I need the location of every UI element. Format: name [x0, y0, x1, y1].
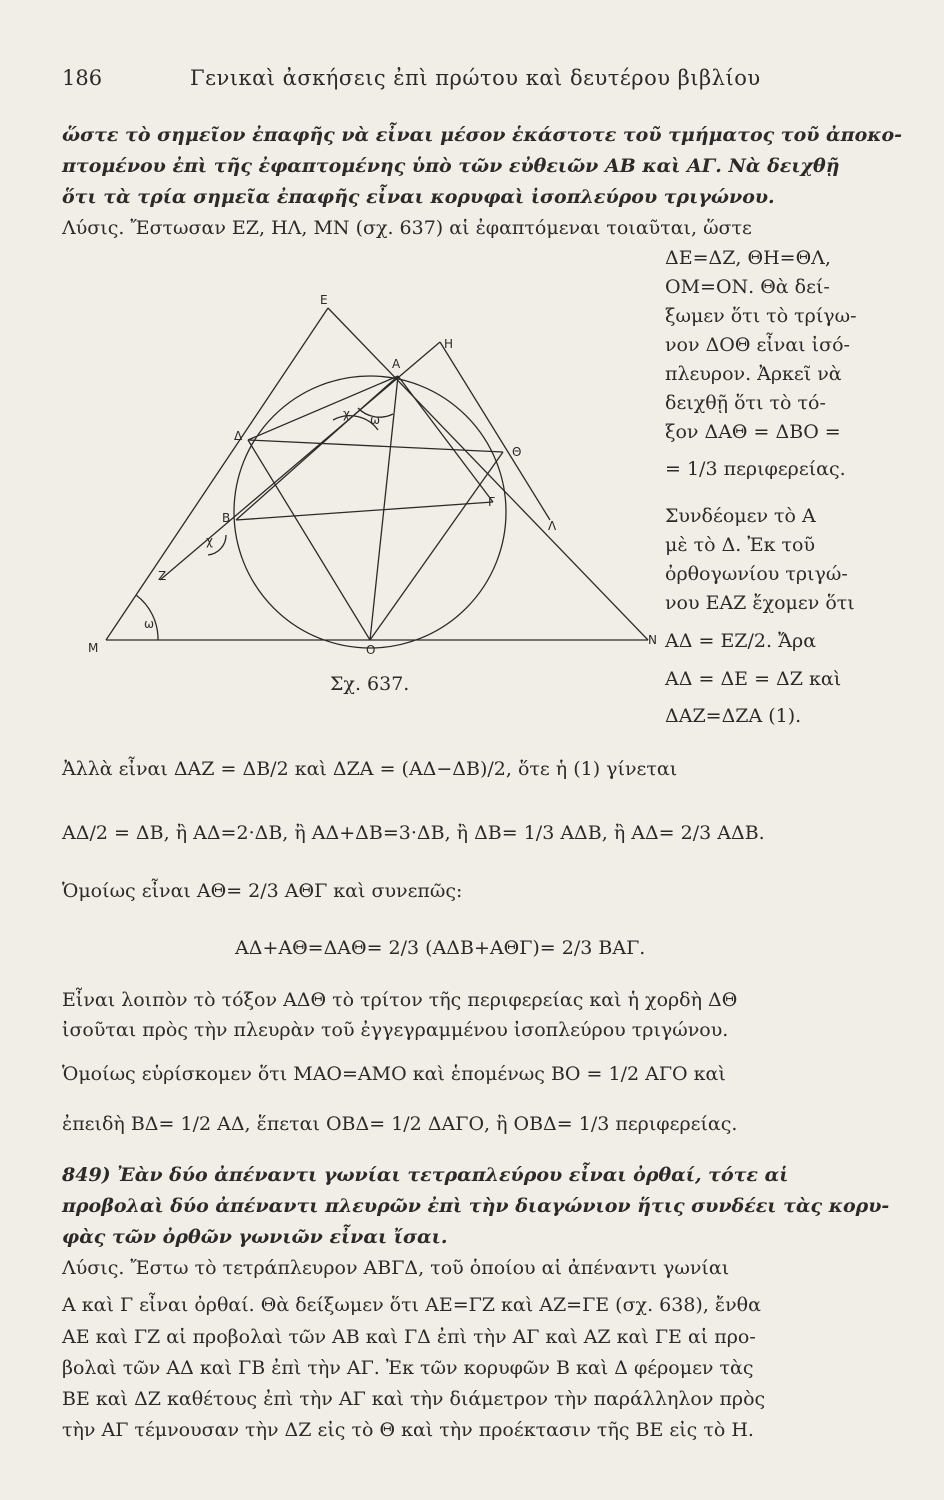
- math-line-8: ἐπειδὴ ΒΔ= 1/2 ΑΔ, ἕπεται ΟΒΔ= 1/2 ΔΑΓΟ, ἢ ΟΒΔ= 1/3 περιφερείας.: [62, 1113, 738, 1135]
- label-B: Β: [222, 511, 231, 525]
- label-omega-M: ω: [144, 617, 155, 631]
- line-ME: [106, 308, 328, 640]
- math-line-5: Εἶναι λοιπὸν τὸ τόξον ΑΔΘ τὸ τρίτον τῆς περιφερείας καὶ ἡ χορδὴ ΔΘ: [62, 989, 738, 1011]
- side-text-3: ξωμεν ὅτι τὸ τρίγω-: [665, 305, 857, 327]
- figure-caption: Σχ. 637.: [330, 673, 410, 695]
- problem-849-solution-6: τὴν ΑΓ τέμνουσαν τὴν ΔΖ εἰς τὸ Θ καὶ τὴν προέκτασιν τῆς ΒΕ εἰς τὸ Η.: [62, 1419, 754, 1441]
- side-text-14: ΑΔ = ΔΕ = ΔΖ καὶ: [665, 668, 842, 690]
- label-A: Α: [392, 357, 401, 371]
- geometry-figure: [88, 290, 658, 670]
- label-omega-A: ω: [370, 413, 381, 427]
- side-text-11: ὀρθογωνίου τριγώ-: [665, 563, 848, 585]
- side-text-15: ΔΑΖ=ΔΖΑ (1).: [665, 705, 802, 727]
- side-text-2: ΟΜ=ΟΝ. Θὰ δεί-: [665, 276, 830, 298]
- side-text-5: πλευρον. Ἀρκεῖ νὰ: [665, 363, 842, 385]
- side-text-9: Συνδέομεν τὸ Α: [665, 505, 816, 527]
- label-Z: Ζ: [158, 569, 167, 583]
- label-chi-B: χ: [206, 534, 213, 548]
- text-line-3: ὅτι τὰ τρία σημεῖα ἐπαφῆς εἶναι κορυφαὶ ἰσοπλεύρου τριγώνου.: [62, 186, 775, 208]
- math-line-3: Ὁμοίως εἶναι ΑΘ= 2/3 ΑΘΓ καὶ συνεπῶς:: [62, 880, 463, 902]
- text-line-2: πτομένου ἐπὶ τῆς ἐφαπτομένης ὑπὸ τῶν εὐθειῶν ΑΒ καὶ ΑΓ. Νὰ δειχθῇ: [62, 155, 840, 177]
- math-line-1: Ἀλλὰ εἶναι ΔΑΖ = ΔΒ/2 καὶ ΔΖΑ = (ΑΔ−ΔΒ)/2, ὅτε ἡ (1) γίνεται: [62, 758, 678, 780]
- problem-849-solution-3: ΑΕ καὶ ΓΖ αἱ προβολαὶ τῶν ΑΒ καὶ ΓΔ ἐπὶ τὴν ΑΓ καὶ ΑΖ καὶ ΓΕ αἱ προ-: [62, 1326, 756, 1348]
- side-text-7: ξον ΔΑΘ = ΔΒΟ =: [665, 421, 841, 443]
- line-HL: [440, 342, 550, 520]
- side-text-12: νου ΕΑΖ ἔχομεν ὅτι: [665, 592, 855, 614]
- chord-AG: [398, 376, 493, 502]
- side-text-6: δειχθῇ ὅτι τὸ τό-: [665, 392, 826, 414]
- label-H: Η: [444, 337, 454, 351]
- chord-DTh: [248, 440, 503, 452]
- problem-849-solution-2: Α καὶ Γ εἶναι ὀρθαί. Θὰ δείξωμεν ὅτι ΑΕ=ΓΖ καὶ ΑΖ=ΓΕ (σχ. 638), ἔνθα: [62, 1294, 761, 1316]
- chord-AB: [236, 376, 398, 520]
- label-E: Ε: [320, 293, 328, 307]
- chord-AD: [248, 376, 398, 440]
- math-line-4: ΑΔ+ΑΘ=ΔΑΘ= 2/3 (ΑΔΒ+ΑΘΓ)= 2/3 ΒΑΓ.: [235, 937, 646, 959]
- label-O: Ο: [366, 643, 376, 657]
- label-Th: Θ: [512, 445, 522, 459]
- label-N: Ν: [648, 633, 657, 647]
- problem-849-solution-5: ΒΕ καὶ ΔΖ καθέτους ἐπὶ τὴν ΑΓ καὶ τὴν διάμετρον τὴν παράλληλον πρὸς: [62, 1388, 766, 1410]
- label-G: Γ: [488, 495, 495, 509]
- math-line-6: ἰσοῦται πρὸς τὴν πλευρὰν τοῦ ἐγγεγραμμένου ἰσοπλεύρου τριγώνου.: [62, 1019, 729, 1041]
- side-text-13: ΑΔ = ΕΖ/2. Ἄρα: [665, 630, 817, 652]
- math-line-2: ΑΔ/2 = ΔΒ, ἢ ΑΔ=2·ΔΒ, ἢ ΑΔ+ΔΒ=3·ΔΒ, ἢ ΔΒ= 1/3 ΑΔΒ, ἢ ΑΔ= 2/3 ΑΔΒ.: [62, 822, 765, 844]
- page-header: [0, 66, 944, 100]
- math-line-7: Ὁμοίως εὑρίσκομεν ὅτι ΜΑΟ=ΑΜΟ καὶ ἑπομένως ΒΟ = 1/2 ΑΓΟ καὶ: [62, 1063, 726, 1085]
- label-D: Δ: [234, 429, 243, 443]
- chord-BG: [236, 502, 493, 520]
- side-text-10: μὲ τὸ Δ. Ἐκ τοῦ: [665, 534, 815, 556]
- side-text-1: ΔΕ=ΔΖ, ΘΗ=ΘΛ,: [665, 247, 831, 269]
- figure-637: [88, 290, 658, 674]
- chord-DO: [248, 440, 370, 640]
- label-L: Λ: [548, 519, 557, 533]
- page-number: 186: [62, 66, 103, 90]
- side-text-4: νον ΔΟΘ εἶναι ἰσό-: [665, 334, 850, 356]
- solution-start: Λύσις. Ἔστωσαν ΕΖ, ΗΛ, ΜΝ (σχ. 637) αἱ ἐφαπτόμεναι τοιαῦται, ὥστε: [62, 217, 752, 239]
- problem-849-line-1: 849) Ἐὰν δύο ἀπέναντι γωνίαι τετραπλεύρου εἶναι ὀρθαί, τότε αἱ: [62, 1164, 789, 1186]
- label-chi-A: χ: [343, 407, 350, 421]
- problem-849-solution-4: βολαὶ τῶν ΑΔ καὶ ΓΒ ἐπὶ τὴν ΑΓ. Ἐκ τῶν κορυφῶν Β καὶ Δ φέρομεν τὰς: [62, 1357, 754, 1379]
- side-text-8: = 1/3 περιφερείας.: [665, 458, 846, 480]
- running-title: Γενικαὶ ἀσκήσεις ἐπὶ πρώτου καὶ δευτέρου βιβλίου: [190, 66, 761, 90]
- label-M: Μ: [88, 641, 99, 655]
- text-line-1: ὥστε τὸ σημεῖον ἐπαφῆς νὰ εἶναι μέσον ἑκάστοτε τοῦ τμήματος τοῦ ἀποκο-: [62, 124, 903, 146]
- problem-849-solution-1: Λύσις. Ἔστω τὸ τετράπλευρον ΑΒΓΔ, τοῦ ὁποίου αἱ ἀπέναντι γωνίαι: [62, 1257, 730, 1279]
- problem-849-line-2: προβολαὶ δύο ἀπέναντι πλευρῶν ἐπὶ τὴν διαγώνιον ἥτις συνδέει τὰς κορυ-: [62, 1195, 890, 1217]
- chord-ThO: [370, 452, 503, 640]
- problem-849-line-3: φὰς τῶν ὀρθῶν γωνιῶν εἶναι ἴσαι.: [62, 1226, 448, 1248]
